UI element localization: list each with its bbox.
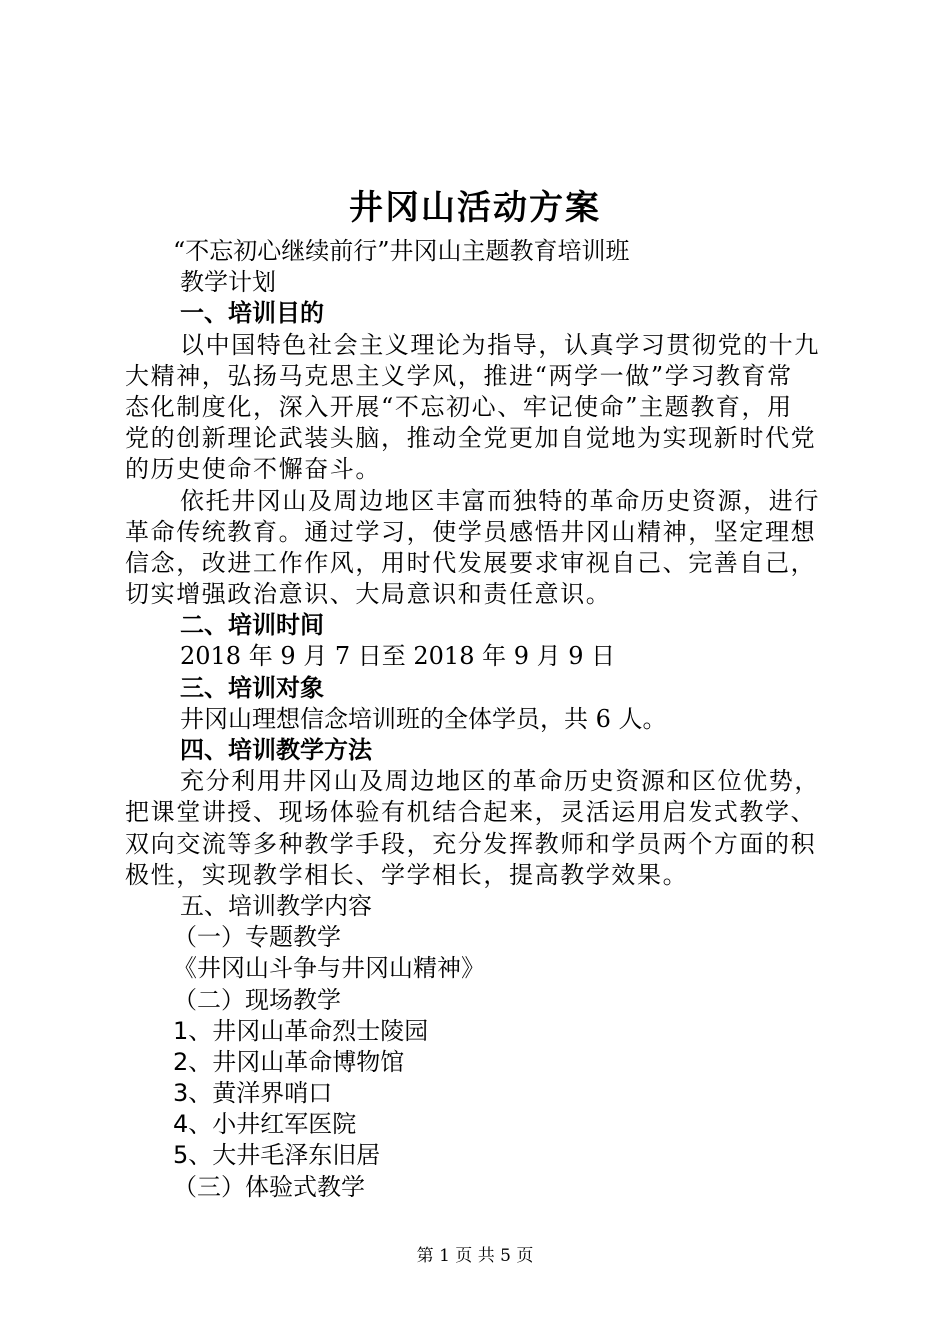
purpose-paragraph-2 <box>125 486 830 611</box>
section-heading-content: 五、培训教学内容 <box>180 891 372 920</box>
document-title: 井冈山活动方案 <box>349 188 601 228</box>
subtitle-line-1: “不忘初心继续前行”井冈山主题教育培训班 <box>173 237 630 265</box>
onsite-teaching-list <box>125 1016 830 1172</box>
purpose-paragraph-1 <box>125 330 830 486</box>
paragraph-line: 切实增强政治意识、大局意识和责任意识。 <box>125 580 612 609</box>
paragraph-line: 极性，实现教学相长、学学相长，提高教学效果。 <box>125 860 689 889</box>
list-item: 5、大井毛泽东旧居 <box>173 1141 381 1170</box>
list-item: 1、井冈山革命烈士陵园 <box>173 1016 429 1045</box>
paragraph-line: 大精神，弘扬马克思主义学风，推进“两学一做”学习教育常 <box>125 361 793 390</box>
document-body <box>125 236 830 1203</box>
list-item: 4、小井红军医院 <box>173 1110 357 1139</box>
section-heading-time: 二、培训时间 <box>180 611 324 640</box>
subtitle-line-2: 教学计划 <box>180 268 276 297</box>
list-item: 3、黄洋界哨口 <box>173 1079 333 1108</box>
subheading-experiential-teaching: （三）体验式教学 <box>173 1172 365 1201</box>
paragraph-line: 革命传统教育。通过学习，使学员感悟井冈山精神，坚定理想 <box>125 517 817 546</box>
paragraph-line: 的历史使命不懈奋斗。 <box>125 455 381 484</box>
paragraph-line: 以中国特色社会主义理论为指导，认真学习贯彻党的十九 <box>180 330 820 359</box>
paragraph-line: 信念，改进工作作风，用时代发展要求审视自己、完善自己， <box>125 548 817 577</box>
subheading-onsite-teaching: （二）现场教学 <box>173 985 341 1014</box>
paragraph-line: 态化制度化，深入开展“不忘初心、牢记使命”主题教育，用 <box>125 392 793 421</box>
list-item: 2、井冈山革命博物馆 <box>173 1047 405 1076</box>
training-audience-text: 井冈山理想信念培训班的全体学员，共 6 人。 <box>180 704 667 733</box>
subheading-topic-teaching: （一）专题教学 <box>173 923 341 952</box>
section-heading-audience: 三、培训对象 <box>180 673 324 702</box>
section-heading-purpose: 一、培训目的 <box>180 299 324 328</box>
methods-paragraph <box>125 766 830 891</box>
paragraph-line: 充分利用井冈山及周边地区的革命历史资源和区位优势， <box>180 767 820 796</box>
page-number-footer: 第 1 页 共 5 页 <box>416 1246 534 1266</box>
paragraph-line: 依托井冈山及周边地区丰富而独特的革命历史资源，进行 <box>180 486 820 515</box>
topic-teaching-item: 《井冈山斗争与井冈山精神》 <box>173 954 485 983</box>
section-heading-methods: 四、培训教学方法 <box>180 736 372 764</box>
training-time-text: 2018 年 9 月 7 日至 2018 年 9 月 9 日 <box>180 642 616 671</box>
paragraph-line: 把课堂讲授、现场体验有机结合起来，灵活运用启发式教学、 <box>125 798 817 827</box>
paragraph-line: 党的创新理论武装头脑，推动全党更加自觉地为实现新时代党 <box>125 424 817 453</box>
paragraph-line: 双向交流等多种教学手段，充分发挥教师和学员两个方面的积 <box>125 829 817 858</box>
